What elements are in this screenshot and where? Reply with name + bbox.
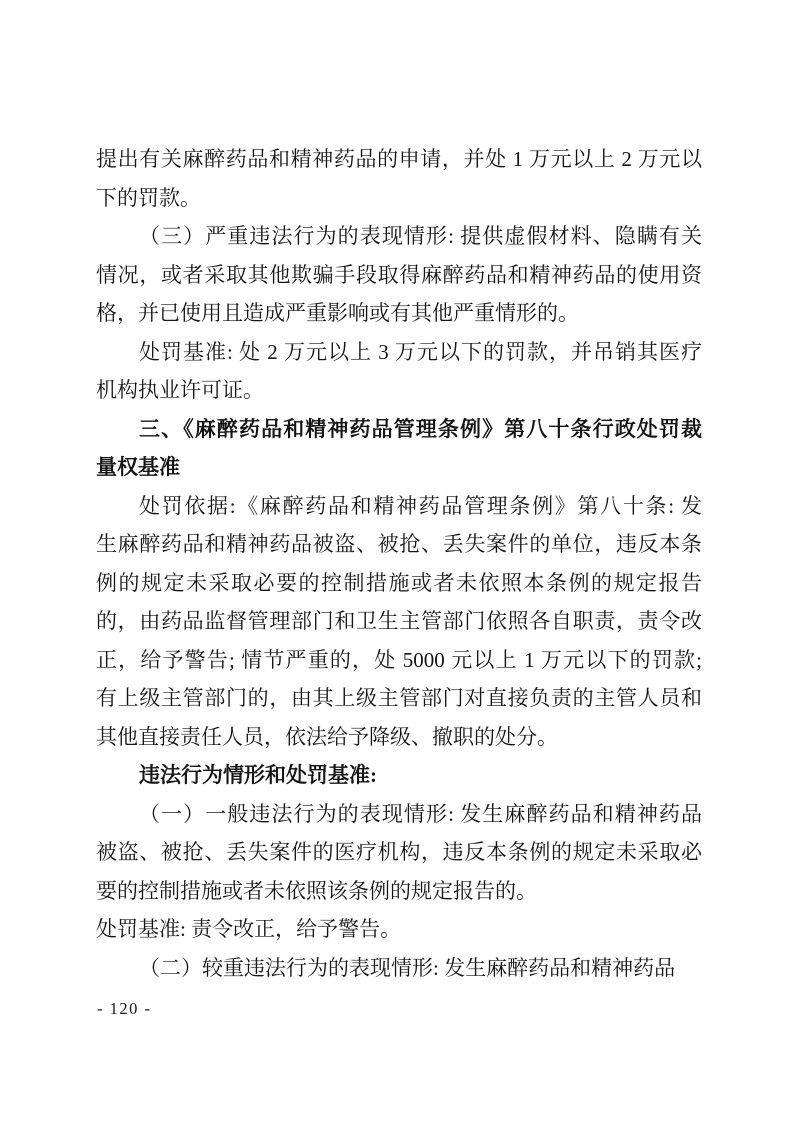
text-line: 被盗、被抢、丢失案件的医疗机构，违反本条例的规定未采取必 [96,840,702,864]
body-paragraph [96,217,702,333]
body-paragraph [96,487,702,757]
section-heading [96,756,702,795]
body-paragraph [96,140,702,217]
body-paragraph [96,795,702,911]
text-line: 三、《麻醉药品和精神药品管理条例》第八十条行政处罚裁 [139,416,702,441]
text-line: （一）一般违法行为的表现情形: 发生麻醉药品和精神药品 [139,801,702,826]
text-line: 例的规定未采取必要的控制措施或者未依照本条例的规定报告 [96,570,702,595]
text-line: 要的控制措施或者未依照该条例的规定报告的。 [96,878,537,903]
text-line: 下的罚款。 [96,185,201,210]
text-line: 的，由药品监督管理部门和卫生主管部门依照各自职责，责令改 [96,609,702,633]
text-line: 情况，或者采取其他欺骗手段取得麻醉药品和精神药品的使用资 [96,262,702,287]
text-line: 正，给予警告; 情节严重的，处 5000 元以上 1 万元以下的罚款; [96,647,702,672]
text-line: 处罚基准: 责令改正，给予警告。 [96,917,402,941]
text-line: 处罚依据:《麻醉药品和精神药品管理条例》第八十条: 发 [139,493,702,518]
text-line: （二）较重违法行为的表现情形: 发生麻醉药品和精神药品 [139,955,676,980]
text-line: 违法行为情形和处罚基准: [139,763,377,787]
section-heading [96,410,702,487]
text-line: 其他直接责任人员，依法给予降级、撤职的处分。 [96,724,558,749]
page-number: - 120 - [97,999,152,1018]
document-body [96,140,702,987]
text-line: 有上级主管部门的，由其上级主管部门对直接负责的主管人员和 [96,686,702,710]
text-line: 机构执业许可证。 [96,378,264,402]
text-line: 提出有关麻醉药品和精神药品的申请，并处 1 万元以上 2 万元以 [96,147,702,171]
text-line: 生麻醉药品和精神药品被盗、被抢、丢失案件的单位，违反本条 [96,532,702,556]
text-line: 格，并已使用且造成严重影响或有其他严重情形的。 [96,301,579,325]
text-line: 量权基准 [96,455,180,479]
text-line: （三）严重违法行为的表现情形: 提供虚假材料、隐瞒有关 [139,224,702,248]
body-paragraph [96,949,702,988]
text-line: 处罚基准: 处 2 万元以上 3 万元以下的罚款，并吊销其医疗 [139,339,702,364]
body-paragraph [96,333,702,410]
body-paragraph [96,910,702,949]
